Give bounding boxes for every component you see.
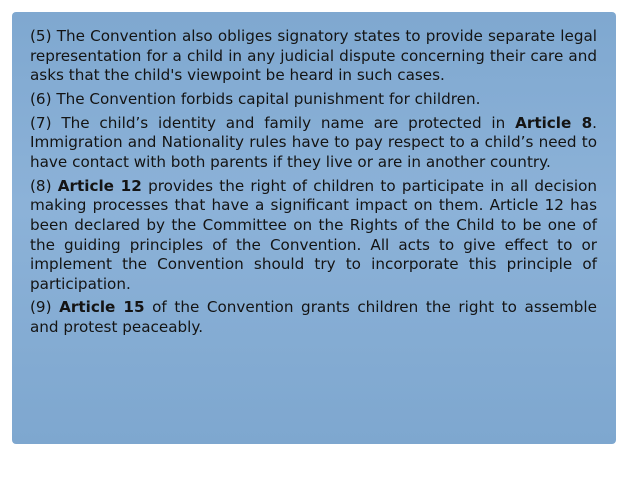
paragraph-7-text-start: (7) The child’s identity and family name are protected in <box>30 113 516 132</box>
paragraph-9-number: (9) <box>30 298 60 317</box>
paragraph-6 <box>30 90 597 110</box>
paragraph-7 <box>30 114 597 173</box>
paragraph-7-text-end: . Immigration and Nationality rules have to pay respect to a child’s need to have contact with both parents if they live or are in another country. <box>30 113 597 171</box>
paragraph-9-text: of the Convention grants children the right to assemble and protest peaceably. <box>30 298 597 337</box>
paragraph-8-number: (8) <box>30 176 58 195</box>
paragraph-8-text: provides the right of children to participate in all decision making processes that have a significant impact on them. Article 12 has been declared by the Committee on the Rights of the Child to be one of the guiding principles of the Convention. All acts to give effect to or implement the Convention should try to incorporate this principle of participation. <box>30 176 597 293</box>
paragraph-9 <box>30 298 597 337</box>
paragraph-5 <box>30 27 597 86</box>
paragraph-8 <box>30 177 597 295</box>
article-12-reference: Article 12 <box>57 176 142 195</box>
article-8-reference: Article 8 <box>515 113 593 132</box>
slide-body-text <box>30 27 597 338</box>
paragraph-5-text: (5) The Convention also obliges signatory states to provide separate legal representation for a child in any judicial dispute concerning their care and asks that the child's viewpoint be heard in such cases. <box>30 27 597 85</box>
article-15-reference: Article 15 <box>59 298 145 317</box>
paragraph-6-text: (6) The Convention forbids capital punishment for children. <box>30 89 481 108</box>
